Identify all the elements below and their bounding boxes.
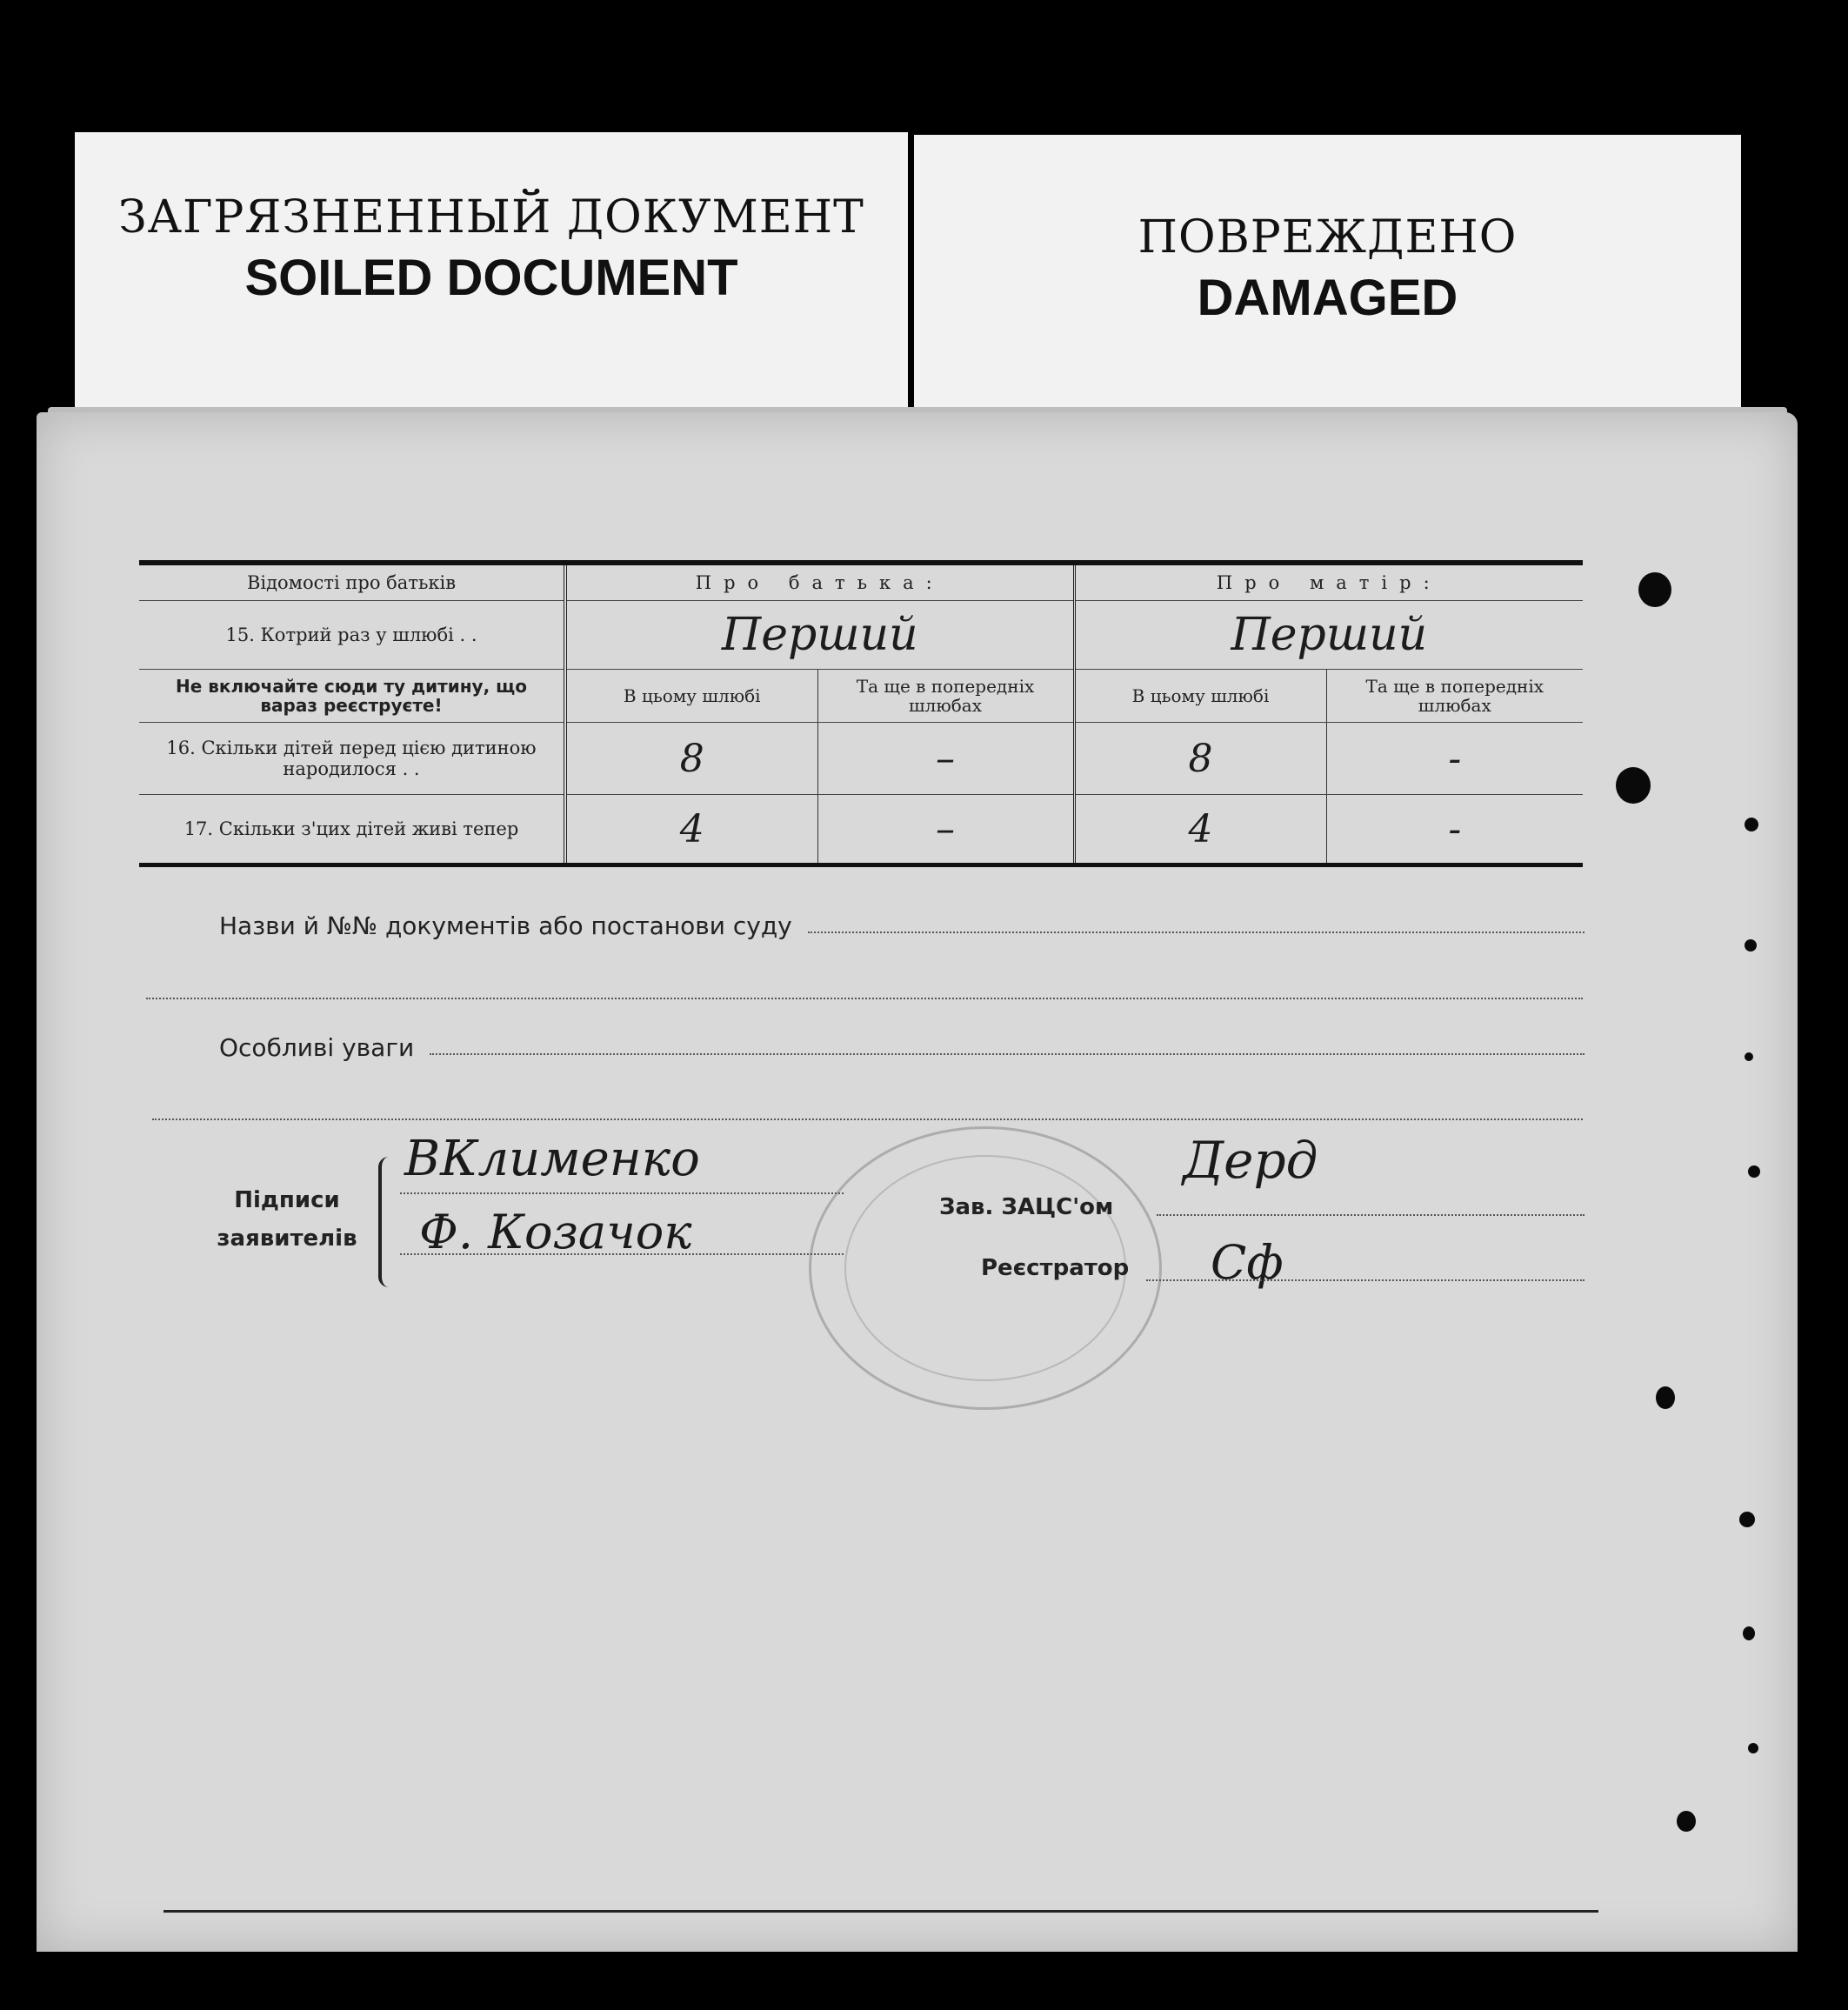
row15-father-value: Перший: [721, 609, 918, 661]
table-header-row: [139, 563, 1583, 601]
row16-father-prev: –: [936, 736, 955, 781]
punch-hole: [1743, 1626, 1755, 1640]
registrar-signature: Сф: [1211, 1235, 1284, 1290]
row16-father-prev-cell: [817, 723, 1074, 795]
punch-hole: [1745, 818, 1758, 831]
soiled-label-ru: ЗАГРЯЗНЕННЫЙ ДОКУМЕНТ: [118, 191, 864, 244]
table-row-17: [139, 795, 1583, 865]
parents-table: [139, 560, 1583, 867]
applicant-2-line: [400, 1252, 844, 1255]
remarks-label: Особливі уваги: [219, 1033, 415, 1062]
documents-label: Назви й №№ документів або постанови суду: [219, 912, 792, 940]
table-row-16: [139, 723, 1583, 795]
damaged-label-en: DAMAGED: [1197, 270, 1458, 326]
punch-hole: [1748, 1743, 1758, 1753]
row16-mother-prev: -: [1448, 736, 1462, 781]
row17-father-this-cell: [565, 795, 817, 865]
row17-mother-prev-cell: [1326, 795, 1583, 865]
applicants-brace: [378, 1157, 397, 1287]
applicants-label-line-1: Підписи: [234, 1187, 340, 1213]
parents-table-wrapper: [139, 560, 1583, 867]
row16-father-this: 8: [679, 736, 704, 781]
table-row-15: [139, 601, 1583, 670]
registrar-label: Реєстратор: [981, 1255, 1130, 1281]
punch-hole: [1745, 1052, 1753, 1061]
head-line: [1157, 1213, 1584, 1216]
punch-hole: [1748, 1165, 1760, 1178]
row17-mother-this: 4: [1188, 806, 1213, 851]
row15-label: 15. Котрий раз у шлюбі . .: [139, 601, 565, 670]
soiled-label-en: SOILED DOCUMENT: [244, 250, 738, 306]
row17-father-this: 4: [679, 806, 704, 851]
row17-father-prev: –: [936, 806, 955, 851]
documents-field: [219, 912, 1584, 940]
punch-hole: [1745, 939, 1757, 952]
damaged-document-label: [914, 135, 1741, 435]
row16-mother-this-cell: [1074, 723, 1326, 795]
documents-dotted-line-2: [146, 997, 1583, 999]
head-signature: Дерд: [1183, 1131, 1318, 1190]
row16-father-this-cell: [565, 723, 817, 795]
mother-previous-header: Та ще в попередніх шлюбах: [1326, 670, 1583, 723]
warning-label: Не включайте сюди ту дитину, що вараз реєструєте!: [139, 670, 565, 723]
remarks-field: [219, 1033, 1584, 1062]
damaged-label-ru: ПОВРЕЖДЕНО: [1137, 211, 1518, 264]
row16-label: 16. Скільки дітей перед цією дитиною народилося . .: [139, 723, 565, 795]
row15-mother-cell: [1074, 601, 1583, 670]
bottom-rule: [163, 1910, 1598, 1913]
applicant-1-signature: ВКлименко: [404, 1131, 700, 1187]
father-this-marriage-header: В цьому шлюбі: [565, 670, 817, 723]
registrar-line: [1146, 1279, 1584, 1281]
applicant-1-line: [400, 1192, 844, 1194]
applicants-label: [204, 1181, 370, 1258]
row16-mother-this: 8: [1188, 736, 1213, 781]
row15-mother-value: Перший: [1231, 609, 1428, 661]
punch-hole: [1739, 1512, 1755, 1527]
soiled-document-label: [75, 132, 908, 424]
punch-hole: [1638, 572, 1671, 607]
header-father: Про батька:: [565, 563, 1074, 601]
documents-dotted-line: [808, 931, 1584, 933]
row17-father-prev-cell: [817, 795, 1074, 865]
mother-this-marriage-header: В цьому шлюбі: [1074, 670, 1326, 723]
table-row-warning: [139, 670, 1583, 723]
head-label: Зав. ЗАЦС'ом: [939, 1194, 1114, 1220]
row17-label: 17. Скільки з'цих дітей живі тепер: [139, 795, 565, 865]
remarks-dotted-line-2: [152, 1118, 1583, 1120]
header-parents-info: Відомості про батьків: [139, 563, 565, 601]
row17-mother-this-cell: [1074, 795, 1326, 865]
row15-father-cell: [565, 601, 1074, 670]
row17-mother-prev: -: [1448, 806, 1462, 851]
applicants-label-line-2: заявителів: [217, 1225, 357, 1252]
row16-mother-prev-cell: [1326, 723, 1583, 795]
remarks-dotted-line: [430, 1052, 1584, 1055]
punch-hole: [1677, 1811, 1696, 1832]
punch-hole: [1656, 1386, 1675, 1409]
applicant-2-signature: Ф. Козачок: [419, 1205, 692, 1259]
header-mother: Про матір:: [1074, 563, 1583, 601]
father-previous-header: Та ще в попередніх шлюбах: [817, 670, 1074, 723]
punch-hole: [1616, 767, 1651, 804]
